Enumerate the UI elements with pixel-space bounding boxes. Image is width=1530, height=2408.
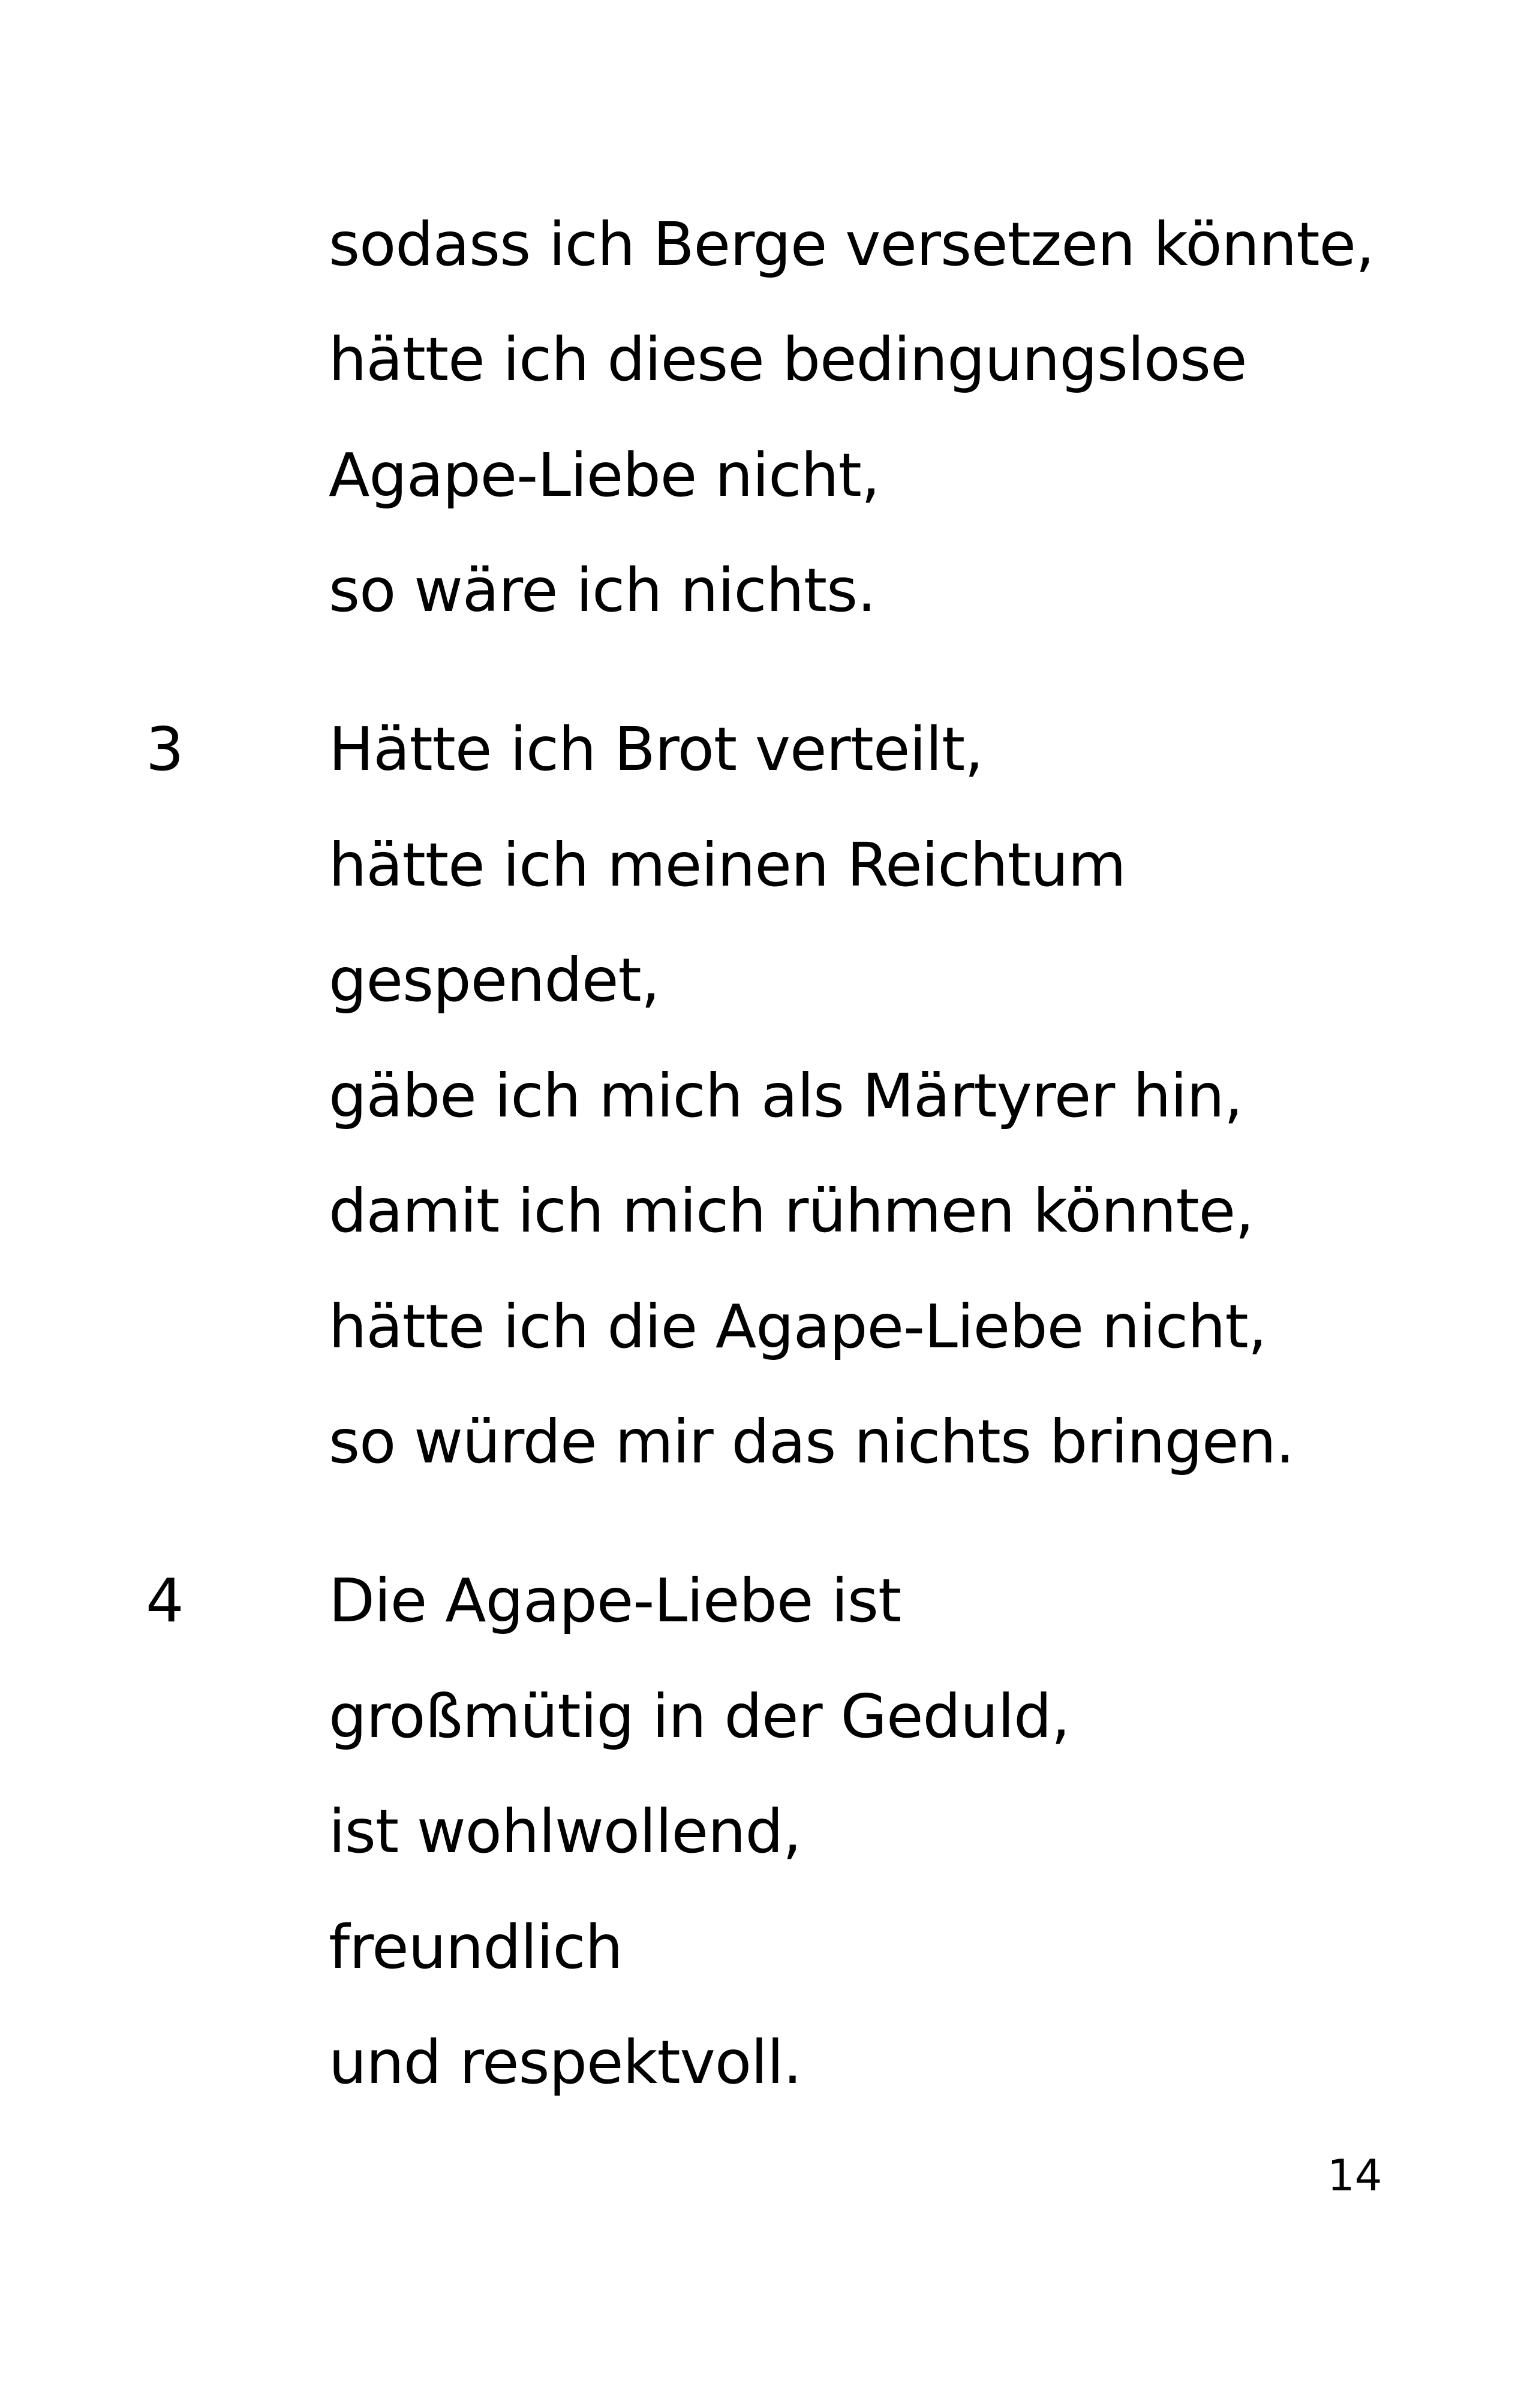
verse-line: so wäre ich nichts. xyxy=(329,555,876,625)
verse-line: Hätte ich Brot verteilt, xyxy=(329,714,983,784)
verse-number: 4 xyxy=(146,1566,184,1636)
verse-line: hätte ich diese bedingungslose xyxy=(329,324,1247,395)
verse-line: ist wohlwollend, xyxy=(329,1796,801,1867)
page-number: 14 xyxy=(1327,2150,1382,2201)
verse-line: hätte ich meinen Reichtum xyxy=(329,830,1126,900)
verse-line: sodass ich Berge versetzen könnte, xyxy=(329,209,1374,279)
verse-line: Agape-Liebe nicht, xyxy=(329,440,880,510)
verse-line: so würde mir das nichts bringen. xyxy=(329,1407,1294,1477)
verse-line: und respektvoll. xyxy=(329,2027,802,2097)
verse-line: gäbe ich mich als Märtyrer hin, xyxy=(329,1061,1243,1131)
verse-number: 3 xyxy=(146,714,184,784)
verse-line: hätte ich die Agape-Liebe nicht, xyxy=(329,1292,1267,1362)
verse-line: großmütig in der Geduld, xyxy=(329,1681,1070,1751)
verse-line: gespendet, xyxy=(329,945,660,1015)
verse-line: freundlich xyxy=(329,1912,623,1982)
verse-line: damit ich mich rühmen könnte, xyxy=(329,1176,1254,1246)
verse-line: Die Agape-Liebe ist xyxy=(329,1566,901,1636)
